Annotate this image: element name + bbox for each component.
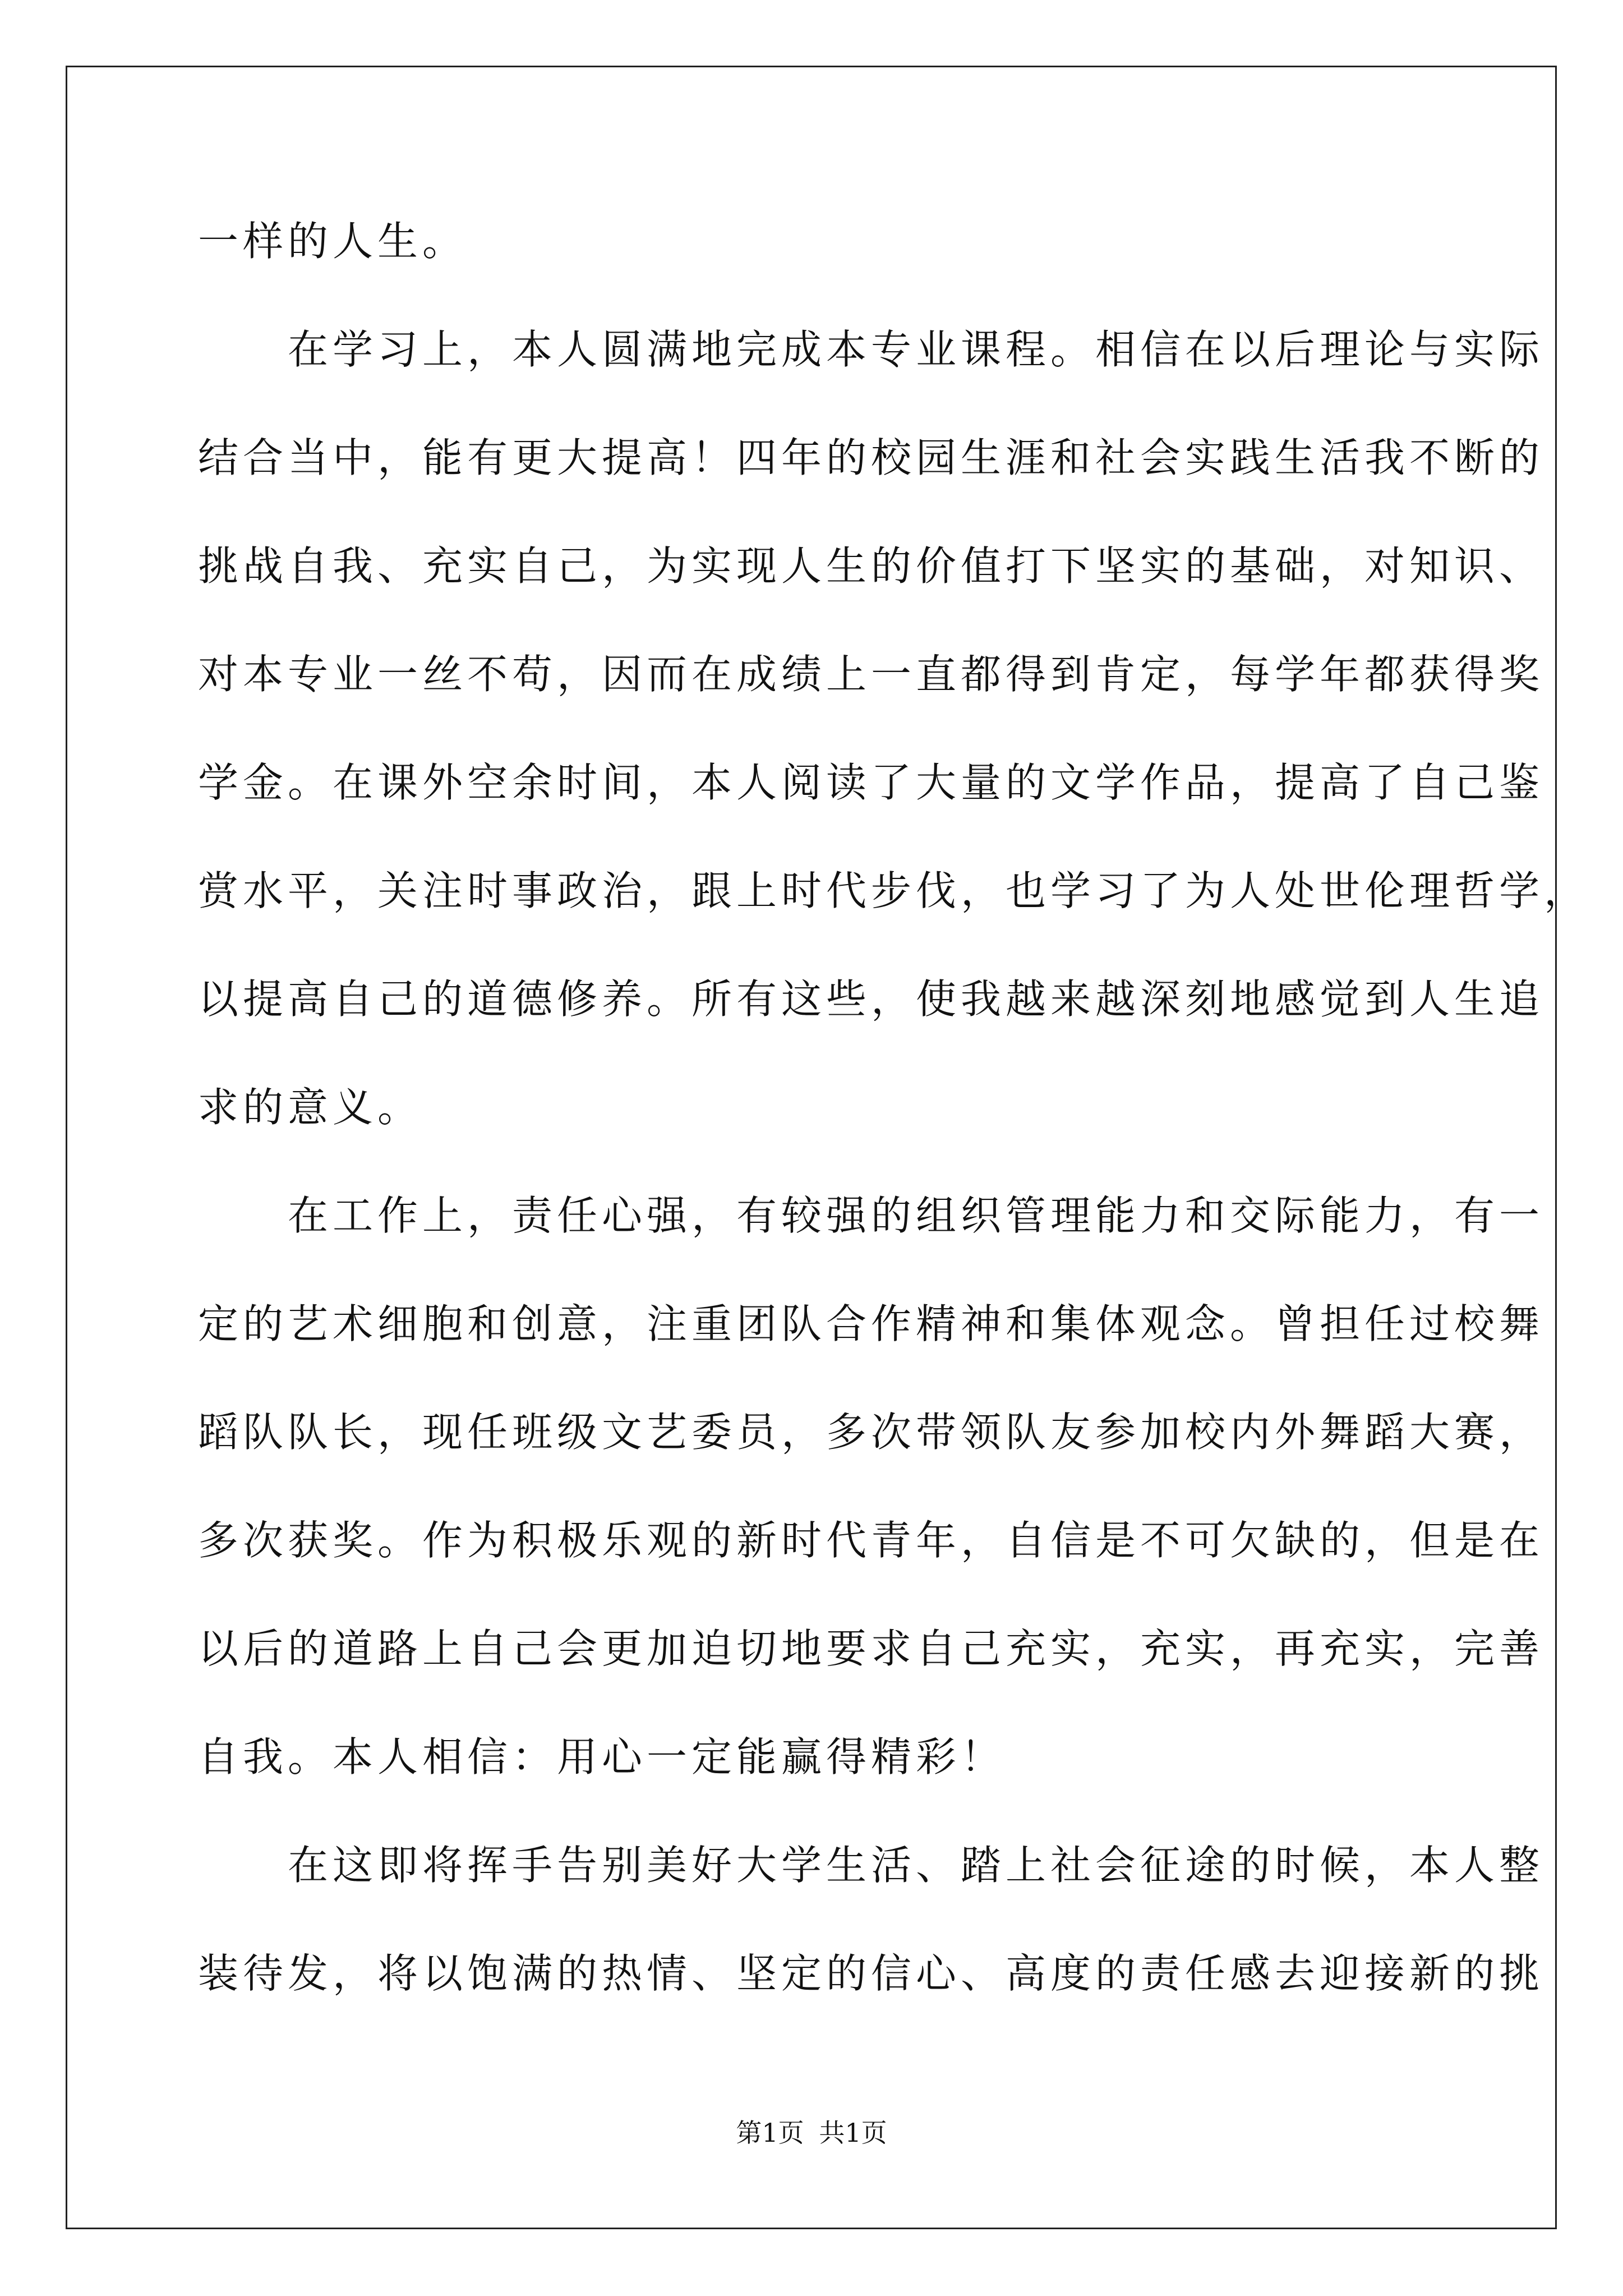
text-line: 在工作上，责任心强，有较强的组织管理能力和交际能力，有一	[288, 1192, 1544, 1239]
page-footer	[0, 2116, 1623, 2150]
text-line: 结合当中，能有更大提高！四年的校园生涯和社会实践生活我不断的	[198, 434, 1544, 481]
page-total: 共1页	[819, 2118, 887, 2148]
text-line: 蹈队队长，现任班级文艺委员，多次带领队友参加校内外舞蹈大赛，	[198, 1409, 1544, 1456]
text-line: 求的意义。	[198, 1084, 423, 1131]
page-number: 第1页	[736, 2118, 804, 2148]
text-line: 以后的道路上自己会更加迫切地要求自己充实，充实，再充实，完善	[198, 1625, 1544, 1672]
text-line: 一样的人生。	[198, 218, 468, 265]
text-line: 以提高自己的道德修养。所有这些，使我越来越深刻地感觉到人生追	[198, 976, 1544, 1023]
text-line: 挑战自我、充实自己，为实现人生的价值打下坚实的基础，对知识、	[198, 542, 1544, 590]
document-body	[198, 213, 1589, 2054]
text-line: 赏水平，关注时事政治，跟上时代步伐，也学习了为人处世伦理哲学，	[198, 867, 1589, 914]
text-line: 多次获奖。作为积极乐观的新时代青年，自信是不可欠缺的，但是在	[198, 1517, 1544, 1564]
text-line: 自我。本人相信：用心一定能赢得精彩！	[198, 1733, 1006, 1780]
text-line: 在这即将挥手告别美好大学生活、踏上社会征途的时候，本人整	[288, 1842, 1544, 1889]
text-line: 在学习上，本人圆满地完成本专业课程。相信在以后理论与实际	[288, 326, 1544, 373]
text-line: 定的艺术细胞和创意，注重团队合作精神和集体观念。曾担任过校舞	[198, 1300, 1544, 1347]
text-line: 装待发，将以饱满的热情、坚定的信心、高度的责任感去迎接新的挑	[198, 1950, 1544, 1997]
text-line: 对本专业一丝不苟，因而在成绩上一直都得到肯定，每学年都获得奖	[198, 651, 1544, 698]
text-line: 学金。在课外空余时间，本人阅读了大量的文学作品，提高了自己鉴	[198, 759, 1544, 806]
